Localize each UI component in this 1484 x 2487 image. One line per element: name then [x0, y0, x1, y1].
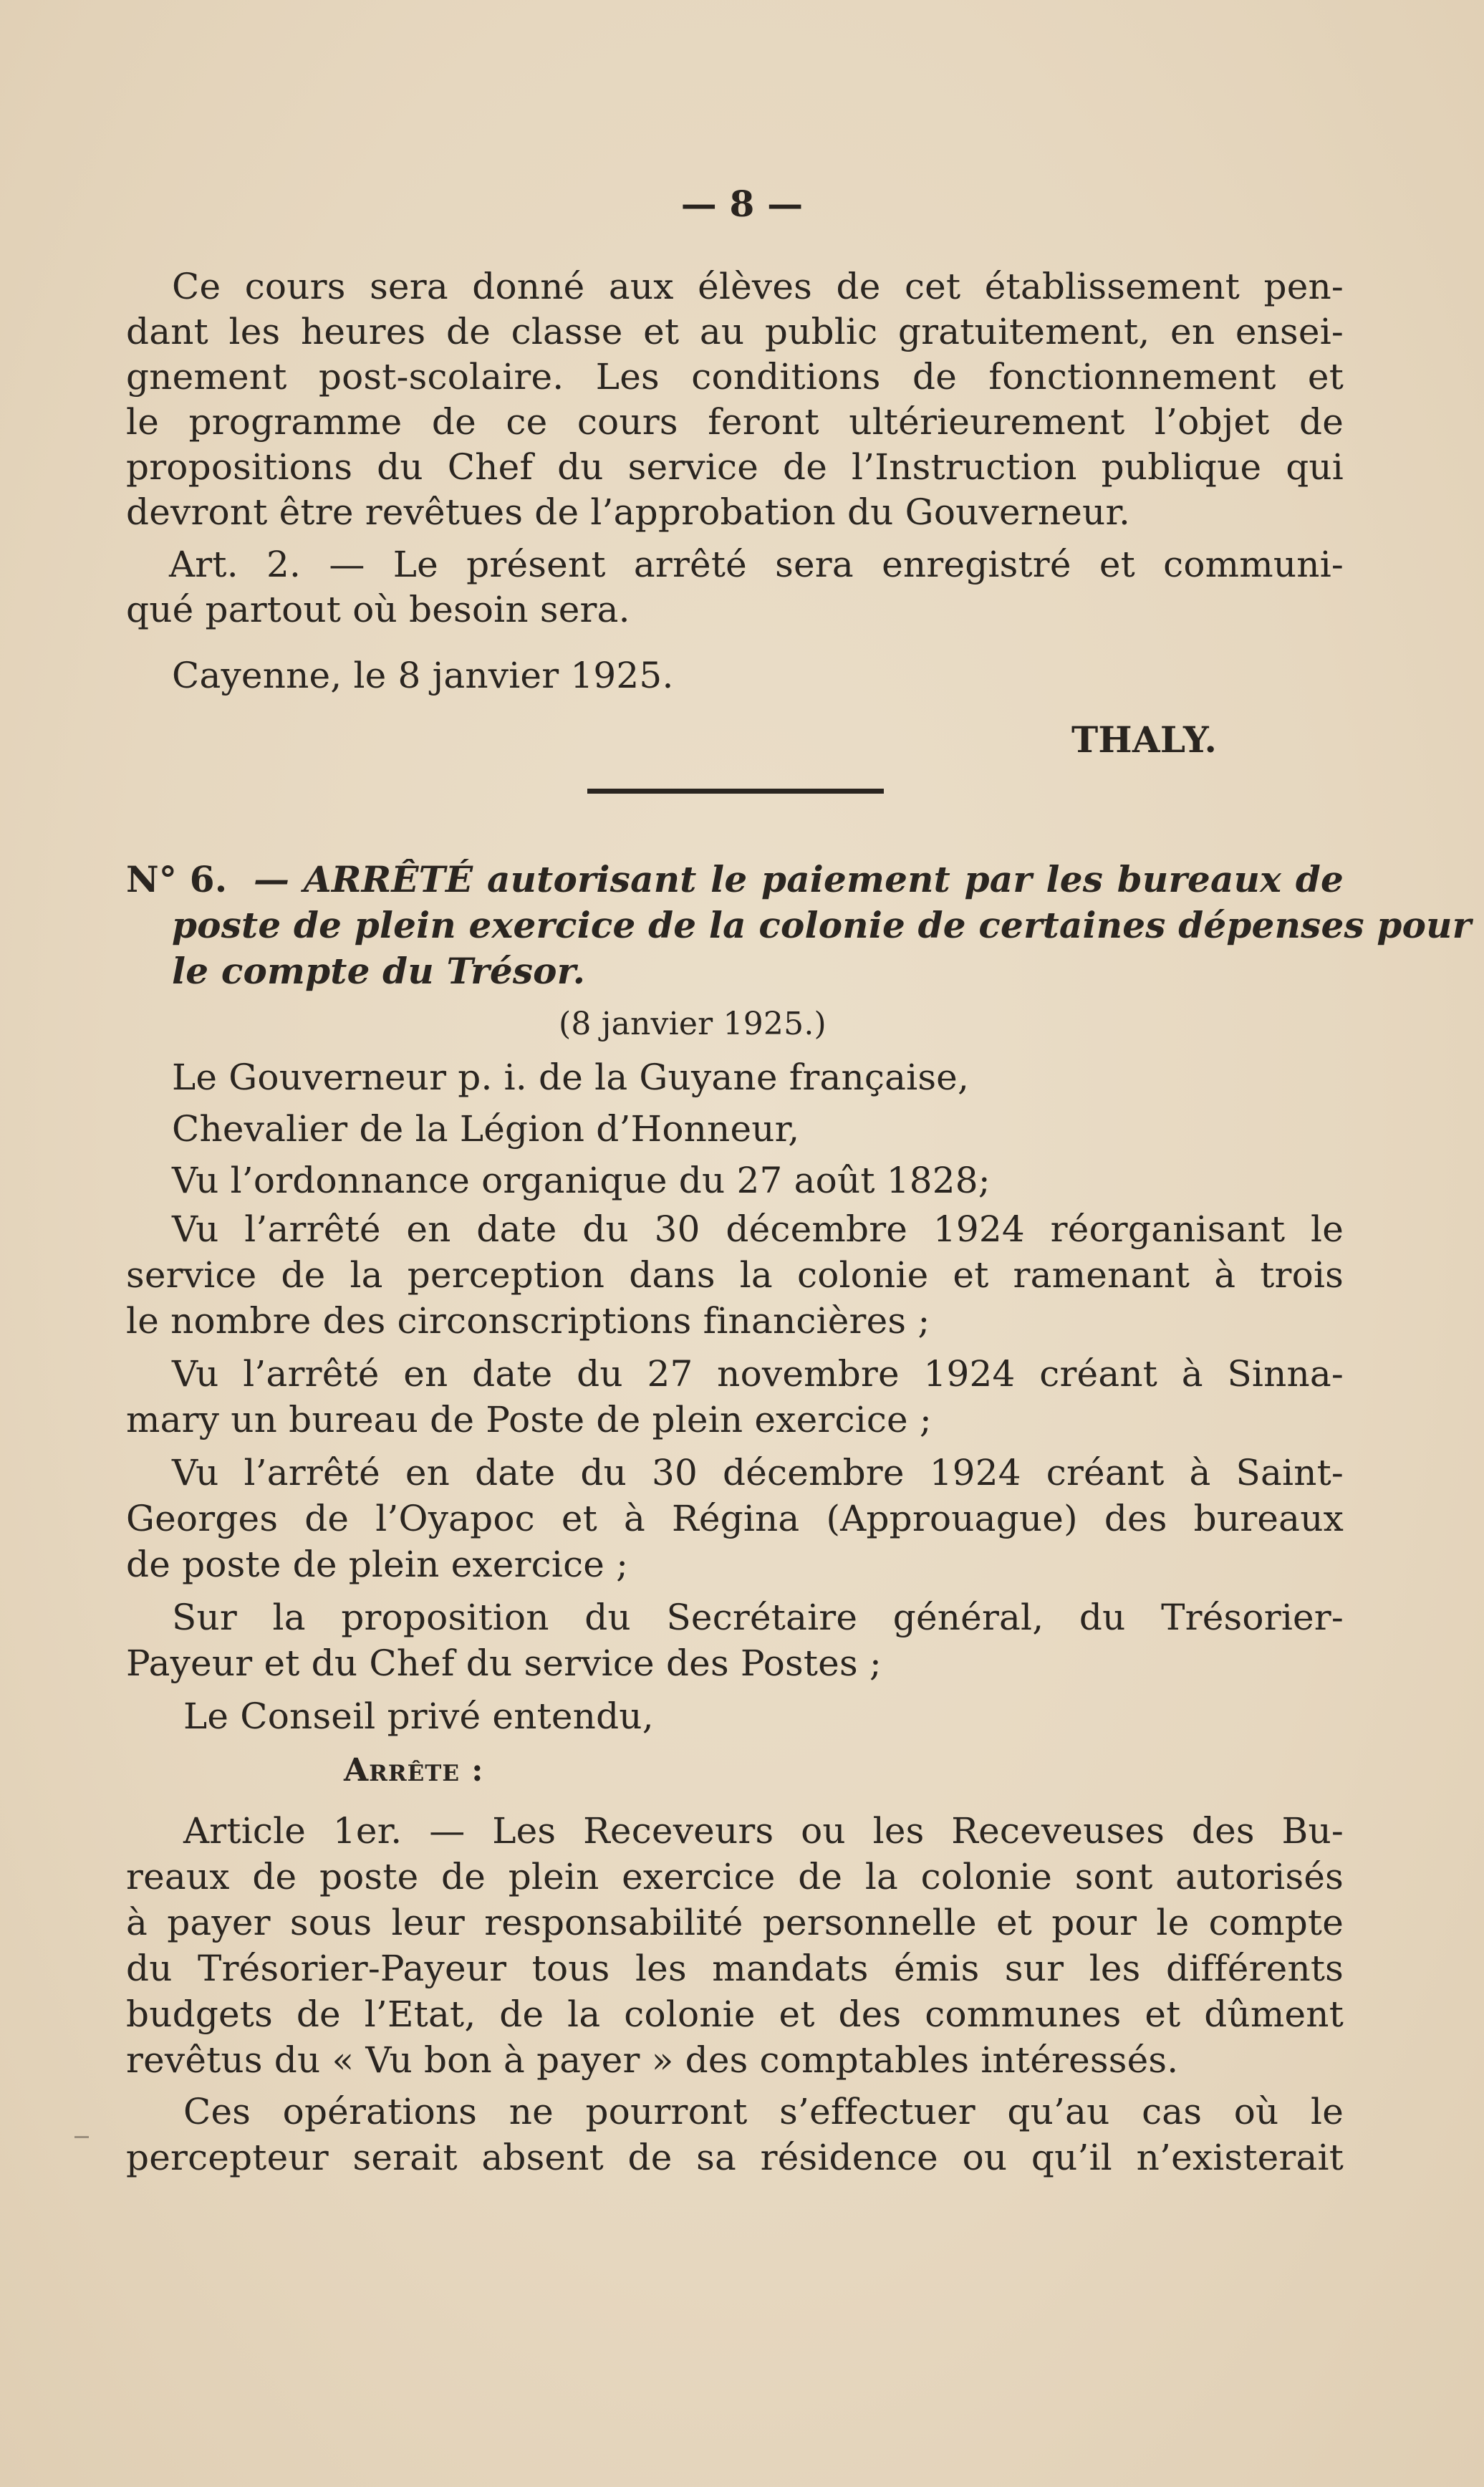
closing-line: Ces opérations ne pourront s’effectuer qu’au cas où le	[183, 2091, 1344, 2132]
closing-line: percepteur serait absent de sa résidence ou qu’il n’existerait	[126, 2137, 1344, 2178]
preamble-line: service de la perception dans la colonie et ramenant à trois	[126, 1254, 1344, 1296]
page-number: — 8 —	[680, 183, 804, 225]
preamble-line: Vu l’arrêté en date du 27 novembre 1924 créant à Sinna-	[172, 1353, 1344, 1395]
margin-mark	[74, 2136, 89, 2138]
preamble-line: Le Conseil privé entendu,	[183, 1695, 654, 1737]
article-1-line: budgets de l’Etat, de la colonie et des communes et dûment	[126, 1993, 1344, 2035]
article-2-line: qué partout où besoin sera.	[126, 589, 630, 630]
article-1-line: reaux de poste de plein exercice de la colonie sont autorisés	[126, 1856, 1344, 1897]
preamble-line: Vu l’arrêté en date du 30 décembre 1924 réorganisant le	[172, 1208, 1344, 1250]
preamble-line: de poste de plein exercice ;	[126, 1544, 629, 1585]
signature: THALY.	[1071, 718, 1218, 761]
article-1-line: Article 1er. — Les Receveurs ou les Receveuses des Bu-	[183, 1810, 1344, 1852]
article-1-line: à payer sous leur responsabilité personnelle et pour le compte	[126, 1902, 1344, 1943]
preamble-line: Chevalier de la Légion d’Honneur,	[172, 1108, 800, 1150]
preamble-line: le nombre des circonscriptions financières ;	[126, 1300, 930, 1342]
arrete-heading: Arrête :	[344, 1752, 484, 1789]
preamble-line: Vu l’arrêté en date du 30 décembre 1924 créant à Saint-	[172, 1452, 1344, 1493]
arrete-number: N° 6.	[126, 858, 228, 900]
article-1-line: du Trésorier-Payeur tous les mandats émis sur les différents	[126, 1948, 1344, 1989]
preamble-line: Le Gouverneur p. i. de la Guyane française,	[172, 1057, 970, 1098]
paragraph-line: Ce cours sera donné aux élèves de cet établissement pen-	[172, 266, 1344, 307]
preamble-line: Vu l’ordonnance organique du 27 août 1828;	[172, 1160, 991, 1201]
date-line: Cayenne, le 8 janvier 1925.	[172, 655, 674, 696]
article-1-line: revêtus du « Vu bon à payer » des comptables intéressés.	[126, 2039, 1179, 2081]
preamble-line: mary un bureau de Poste de plein exercice ;	[126, 1399, 932, 1440]
arrete-title-line: le compte du Trésor.	[172, 950, 586, 992]
arrete-title-line: poste de plein exercice de la colonie de certaines dépenses pour	[172, 904, 1472, 946]
arrete-date: (8 janvier 1925.)	[559, 1006, 827, 1042]
article-2-line: Art. 2. — Le présent arrêté sera enregistré et communi-	[169, 544, 1344, 585]
separator-rule	[587, 789, 884, 794]
paragraph-line: devront être revêtues de l’approbation du Gouverneur.	[126, 491, 1131, 533]
paragraph-line: gnement post-scolaire. Les conditions de fonctionnement et	[126, 356, 1344, 398]
paragraph-line: propositions du Chef du service de l’Instruction publique qui	[126, 446, 1344, 488]
preamble-line: Sur la proposition du Secrétaire général, du Trésorier-	[172, 1597, 1344, 1638]
preamble-line: Payeur et du Chef du service des Postes ;	[126, 1642, 882, 1684]
paragraph-line: le programme de ce cours feront ultérieurement l’objet de	[126, 401, 1344, 443]
arrete-title-line: — ARRÊTÉ autorisant le paiement par les bureaux de	[254, 858, 1344, 900]
preamble-line: Georges de l’Oyapoc et à Régina (Approuague) des bureaux	[126, 1498, 1344, 1539]
paragraph-line: dant les heures de classe et au public gratuitement, en ensei-	[126, 311, 1344, 352]
